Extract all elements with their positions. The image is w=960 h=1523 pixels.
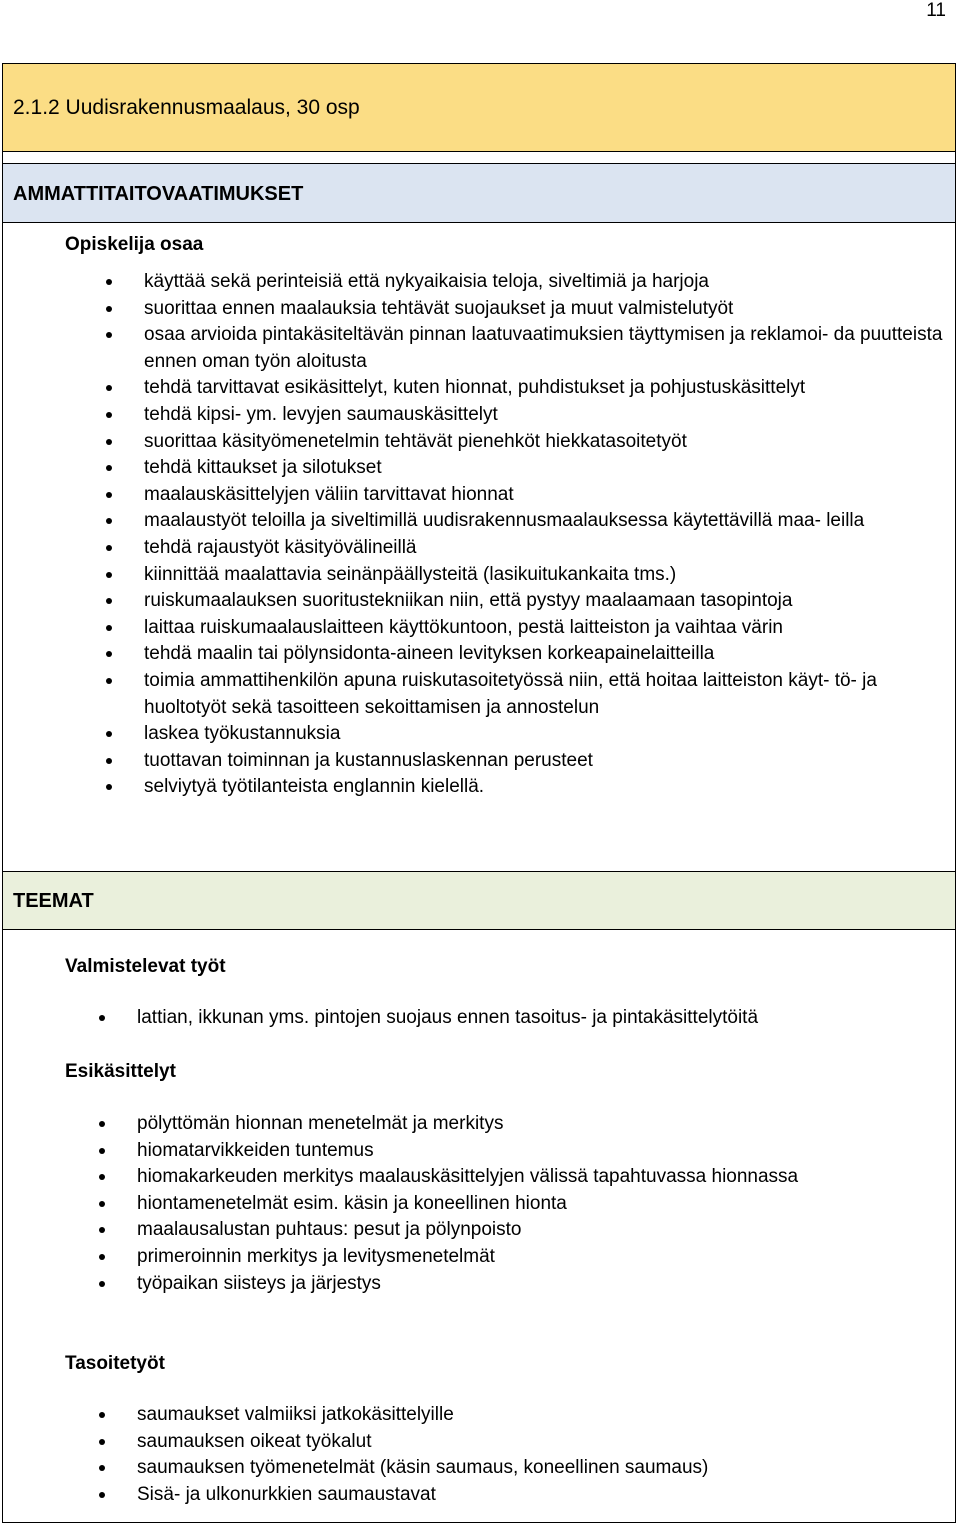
list-item: tehdä tarvittavat esikäsittelyt, kuten hionnat, puhdistukset ja pohjustuskäsittelyt bbox=[144, 375, 944, 402]
list-item: käyttää sekä perinteisiä että nykyaikaisia teloja, siveltimiä ja harjoja bbox=[144, 269, 944, 296]
requirements-header-band bbox=[3, 163, 955, 223]
requirements-list bbox=[144, 269, 944, 801]
list-item: primeroinnin merkitys ja levitysmenetelmät bbox=[137, 1244, 817, 1271]
list-item: hiontamenetelmät esim. käsin ja koneellinen hionta bbox=[137, 1191, 817, 1218]
list-item: hiomatarvikkeiden tuntemus bbox=[137, 1138, 817, 1165]
list-item: laittaa ruiskumaalauslaitteen käyttökuntoon, pestä laitteiston ja vaihtaa värin bbox=[144, 615, 944, 642]
theme-group-title: Valmistelevat työt bbox=[65, 956, 226, 977]
list-item: osaa arvioida pintakäsiteltävän pinnan laatuvaatimuksien täyttymisen ja reklamoi- da puutteista ennen oman työn aloitusta bbox=[144, 322, 944, 375]
list-item: tehdä rajaustyöt käsityövälineillä bbox=[144, 535, 944, 562]
theme-group-title: Esikäsittelyt bbox=[65, 1061, 176, 1082]
list-item: tehdä kipsi- ym. levyjen saumauskäsittelyt bbox=[144, 402, 944, 429]
list-item: selviytyä työtilanteista englannin kielellä. bbox=[144, 774, 944, 801]
list-item: tehdä maalin tai pölynsidonta-aineen levityksen korkeapainelaitteilla bbox=[144, 641, 944, 668]
list-item: toimia ammattihenkilön apuna ruiskutasoitetyössä niin, että hoitaa laitteiston käyt- tö- ja huoltotyöt sekä tasoitteen sekoittamisen ja annostelun bbox=[144, 668, 944, 721]
content-frame bbox=[2, 63, 956, 1523]
list-item: saumauksen oikeat työkalut bbox=[137, 1429, 937, 1456]
list-item: maalausalustan puhtaus: pesut ja pölynpoisto bbox=[137, 1217, 817, 1244]
requirements-heading: AMMATTITAITOVAATIMUKSET bbox=[13, 183, 304, 205]
list-item: Sisä- ja ulkonurkkien saumaustavat bbox=[137, 1482, 937, 1509]
list-item: maalauskäsittelyjen väliin tarvittavat hionnat bbox=[144, 482, 944, 509]
theme-group-list bbox=[137, 1402, 937, 1508]
theme-group-list bbox=[137, 1005, 937, 1032]
list-item: lattian, ikkunan yms. pintojen suojaus ennen tasoitus- ja pintakäsittelytöitä bbox=[137, 1005, 937, 1032]
list-item: ruiskumaalauksen suoritustekniikan niin, että pystyy maalaamaan tasopintoja bbox=[144, 588, 944, 615]
themes-header-band bbox=[3, 871, 955, 930]
theme-group-title: Tasoitetyöt bbox=[65, 1353, 165, 1374]
list-item: saumauksen työmenetelmät (käsin saumaus, koneellinen saumaus) bbox=[137, 1455, 937, 1482]
list-item: laskea työkustannuksia bbox=[144, 721, 944, 748]
page-number: 11 bbox=[926, 0, 946, 21]
list-item: suorittaa käsityömenetelmin tehtävät pienehköt hiekkatasoitetyöt bbox=[144, 429, 944, 456]
list-item: maalaustyöt teloilla ja siveltimillä uudisrakennusmaalauksessa käytettävillä maa- leilla bbox=[144, 508, 944, 535]
list-item: hiomakarkeuden merkitys maalauskäsittelyjen välissä tapahtuvassa hionnassa bbox=[137, 1164, 817, 1191]
list-item: saumaukset valmiiksi jatkokäsittelyille bbox=[137, 1402, 937, 1429]
requirements-intro: Opiskelija osaa bbox=[65, 234, 204, 255]
list-item: kiinnittää maalattavia seinänpäällysteitä (lasikuitukankaita tms.) bbox=[144, 562, 944, 589]
theme-group-list bbox=[137, 1111, 817, 1297]
list-item: suorittaa ennen maalauksia tehtävät suojaukset ja muut valmistelutyöt bbox=[144, 296, 944, 323]
list-item: tuottavan toiminnan ja kustannuslaskennan perusteet bbox=[144, 748, 944, 775]
list-item: työpaikan siisteys ja järjestys bbox=[137, 1271, 817, 1298]
list-item: pölyttömän hionnan menetelmät ja merkitys bbox=[137, 1111, 817, 1138]
list-item: tehdä kittaukset ja silotukset bbox=[144, 455, 944, 482]
themes-heading: TEEMAT bbox=[13, 890, 94, 912]
section-title-band bbox=[3, 64, 955, 152]
section-title: 2.1.2 Uudisrakennusmaalaus, 30 osp bbox=[13, 96, 360, 119]
